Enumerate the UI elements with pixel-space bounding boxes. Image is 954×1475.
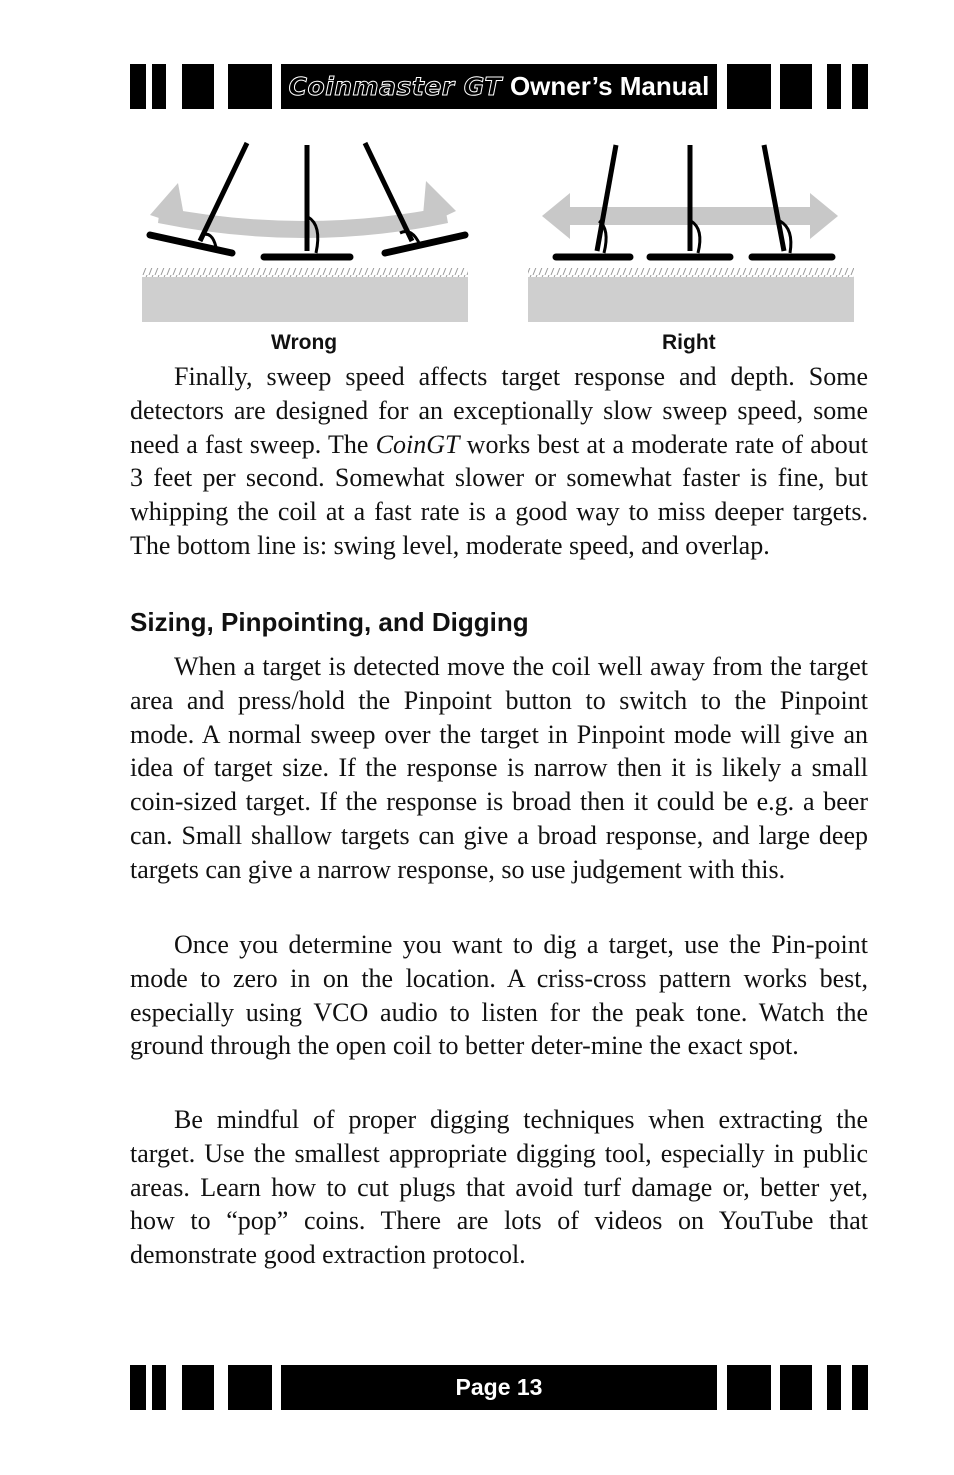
ground-block (528, 277, 854, 322)
sweep-illustration (130, 135, 868, 365)
search-coil (385, 235, 465, 253)
page-number: Page 13 (455, 1374, 543, 1400)
paragraph-digging (130, 1103, 868, 1272)
ground-texture (142, 268, 468, 277)
paragraph-sizing (130, 650, 868, 887)
paragraph-text: Once you determine you want to dig a target, use the Pin-point mode to zero in on the location. A criss-cross pattern works best, especially using VCO audio to listen for the peak tone. Watch the ground through the open coil to better deter-mine the exact spot. (130, 930, 868, 1061)
header-bar (130, 64, 868, 109)
caption-wrong: Wrong (271, 331, 338, 354)
footer-block (152, 1365, 166, 1410)
wrong-sweep-panel (142, 143, 468, 322)
paragraph-text: When a target is detected move the coil well away from the target area and press/hold the Pinpoint button to switch to the Pinpoint mode. A normal sweep over the target in Pinpoint mode will give an idea of target size. If the response is narrow then it is likely a small coin-sized target. If the response is broad then it could be e.g. a beer can. Small shallow targets can give a broad response, and large deep targets can give a narrow response, so use judgement with this. (130, 652, 868, 884)
ground-texture (528, 268, 854, 277)
paragraph-pinpointing (130, 928, 868, 1063)
header-block (727, 64, 771, 109)
arrow-head-left (150, 183, 186, 227)
section-heading: Sizing, Pinpointing, and Digging (130, 607, 529, 637)
sweep-diagram (130, 135, 868, 335)
footer-block (727, 1365, 771, 1410)
manual-title: Owner’s Manual (509, 71, 710, 101)
brand-logo: Coinmaster GT (288, 72, 502, 101)
footer-block (852, 1365, 868, 1410)
header-block (182, 64, 214, 109)
header-block (130, 64, 146, 109)
ground-block (142, 277, 468, 322)
arrow-head-right (810, 193, 838, 239)
header-block (780, 64, 812, 109)
paragraph-text: Be mindful of proper digging techniques when extracting the target. Use the smallest appropriate digging tool, especially in public areas. Learn how to cut plugs that avoid turf damage or, better yet, how to “pop” coins. There are lots of videos on YouTube that demonstrate good extraction protocol. (130, 1105, 868, 1270)
footer-block (228, 1365, 272, 1410)
search-coil (150, 235, 232, 253)
page-number-box (281, 1365, 717, 1410)
footer-block (827, 1365, 841, 1410)
caption-right: Right (662, 331, 716, 354)
header-block (152, 64, 166, 109)
header-title-box (281, 64, 717, 109)
footer-bar (130, 1365, 868, 1410)
footer-block (182, 1365, 214, 1410)
text-run-italic: CoinGT (375, 429, 460, 459)
arrow-head-left (542, 193, 570, 239)
header-block (827, 64, 841, 109)
header-block (228, 64, 272, 109)
footer-block (130, 1365, 146, 1410)
detector-shaft (764, 145, 784, 251)
paragraph-sweep-speed (130, 360, 868, 563)
text-run: works best at a moderate rate of about 3 feet per second. Somewhat slower or somewhat faster is fine, but whipping the coil at a fast rate is a good way to miss deeper targets. The bottom line is: swing level, moderate speed, and overlap. (130, 429, 868, 560)
text-run: Finally, sweep speed affects target response and depth. Some detectors are designed for an exceptionally slow sweep speed, some need a fast sweep. The (130, 362, 868, 459)
header-block (852, 64, 868, 109)
right-sweep-panel (528, 145, 854, 322)
footer-block (780, 1365, 812, 1410)
